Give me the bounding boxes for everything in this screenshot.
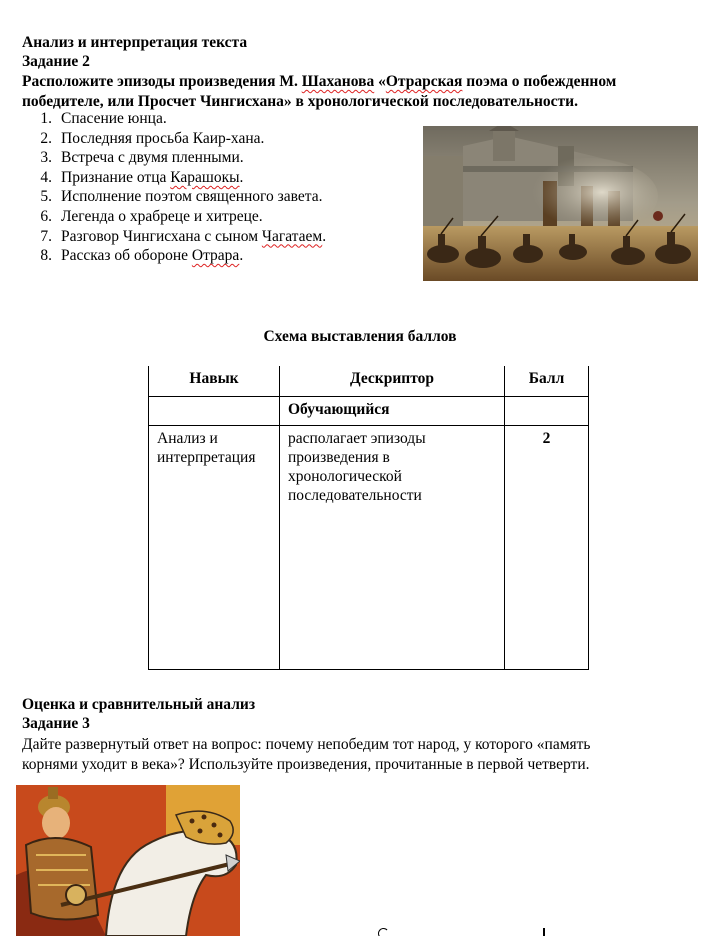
list-item bbox=[22, 168, 326, 188]
section-heading-analysis: Анализ и интерпретация текста bbox=[22, 34, 248, 51]
header-score: Балл bbox=[505, 366, 589, 397]
list-number: 5. bbox=[40, 188, 52, 206]
list-text: Разговор Чингисхана с сыном bbox=[61, 227, 262, 245]
episode-list bbox=[22, 109, 326, 266]
list-text: Признание отца bbox=[61, 168, 171, 186]
list-number: 7. bbox=[40, 227, 52, 245]
score-cell: 2 bbox=[505, 426, 589, 670]
list-text: Последняя просьба Каир-хана. bbox=[61, 129, 265, 147]
task-3-question-line1: Дайте развернутый ответ на вопрос: почему непобедим тот народ, у которого «память bbox=[22, 736, 591, 753]
empty-cell bbox=[505, 397, 589, 426]
list-item bbox=[22, 187, 326, 207]
header-skill: Навык bbox=[149, 366, 280, 397]
list-number: 6. bbox=[40, 207, 52, 225]
spellcheck-word: Чагатаем bbox=[261, 227, 323, 245]
spellcheck-word: Карашокы bbox=[170, 168, 240, 186]
descriptor-line: располагает эпизоды bbox=[288, 430, 426, 447]
list-number: 1. bbox=[40, 110, 52, 127]
list-number: 2. bbox=[40, 129, 52, 147]
list-number: 3. bbox=[40, 149, 52, 167]
warrior-illustration bbox=[16, 785, 240, 936]
list-item bbox=[22, 109, 326, 129]
skill-line: интерпретация bbox=[157, 449, 256, 466]
list-item bbox=[22, 148, 326, 168]
list-text: Спасение юнца. bbox=[61, 110, 167, 127]
task-3-label: Задание 3 bbox=[22, 715, 90, 732]
cut-off-text-fragment bbox=[540, 928, 548, 936]
list-item bbox=[22, 227, 326, 247]
spellcheck-word: Шаханова bbox=[301, 73, 375, 90]
task-2-instruction-line1 bbox=[22, 72, 616, 91]
subheader-student: Обучающийся bbox=[280, 397, 505, 426]
skill-line: Анализ и bbox=[157, 430, 218, 447]
list-text: . bbox=[239, 247, 244, 265]
table-row bbox=[149, 426, 589, 670]
instruction-text: Расположите эпизоды произведения М. bbox=[22, 73, 302, 90]
cut-off-text-fragment bbox=[378, 928, 392, 936]
list-text: Легенда о храбреце и хитреце. bbox=[61, 207, 263, 225]
empty-cell bbox=[149, 397, 280, 426]
header-descriptor: Дескриптор bbox=[280, 366, 505, 397]
task-2-label: Задание 2 bbox=[22, 53, 90, 70]
list-number: 4. bbox=[40, 168, 52, 186]
list-text: . bbox=[239, 168, 244, 186]
rubric-title: Схема выставления баллов bbox=[263, 328, 457, 345]
instruction-text: поэма о побежденном bbox=[462, 73, 617, 90]
battle-illustration bbox=[423, 126, 698, 281]
section-heading-evaluation: Оценка и сравнительный анализ bbox=[22, 696, 256, 713]
list-text: . bbox=[322, 227, 327, 245]
battle-scene-image bbox=[423, 126, 698, 281]
descriptor-line: хронологической bbox=[288, 468, 402, 485]
list-item bbox=[22, 246, 326, 266]
instruction-text: « bbox=[374, 73, 386, 90]
descriptor-cell bbox=[280, 426, 505, 670]
warrior-on-horse-image bbox=[16, 785, 240, 936]
descriptor-line: последовательности bbox=[288, 487, 422, 504]
descriptor-line: произведения в bbox=[288, 449, 390, 466]
list-text: Исполнение поэтом священного завета. bbox=[61, 188, 323, 206]
spellcheck-word: Отрарская bbox=[385, 73, 463, 90]
list-item bbox=[22, 129, 326, 149]
list-number: 8. bbox=[40, 247, 52, 265]
table-subheader-row bbox=[149, 397, 589, 426]
list-text: Рассказ об обороне bbox=[61, 247, 192, 265]
table-header-row bbox=[149, 366, 589, 397]
rubric-table bbox=[148, 366, 589, 670]
task-2-instruction-line2: победителе, или Просчет Чингисхана» в хронологической последовательности. bbox=[22, 93, 578, 110]
skill-cell bbox=[149, 426, 280, 670]
list-text: Встреча с двумя пленными. bbox=[61, 149, 244, 167]
task-3-question-line2: корнями уходит в века»? Используйте произведения, прочитанные в первой четверти. bbox=[22, 756, 590, 773]
spellcheck-word: Отрара bbox=[191, 247, 240, 265]
list-item bbox=[22, 207, 326, 227]
